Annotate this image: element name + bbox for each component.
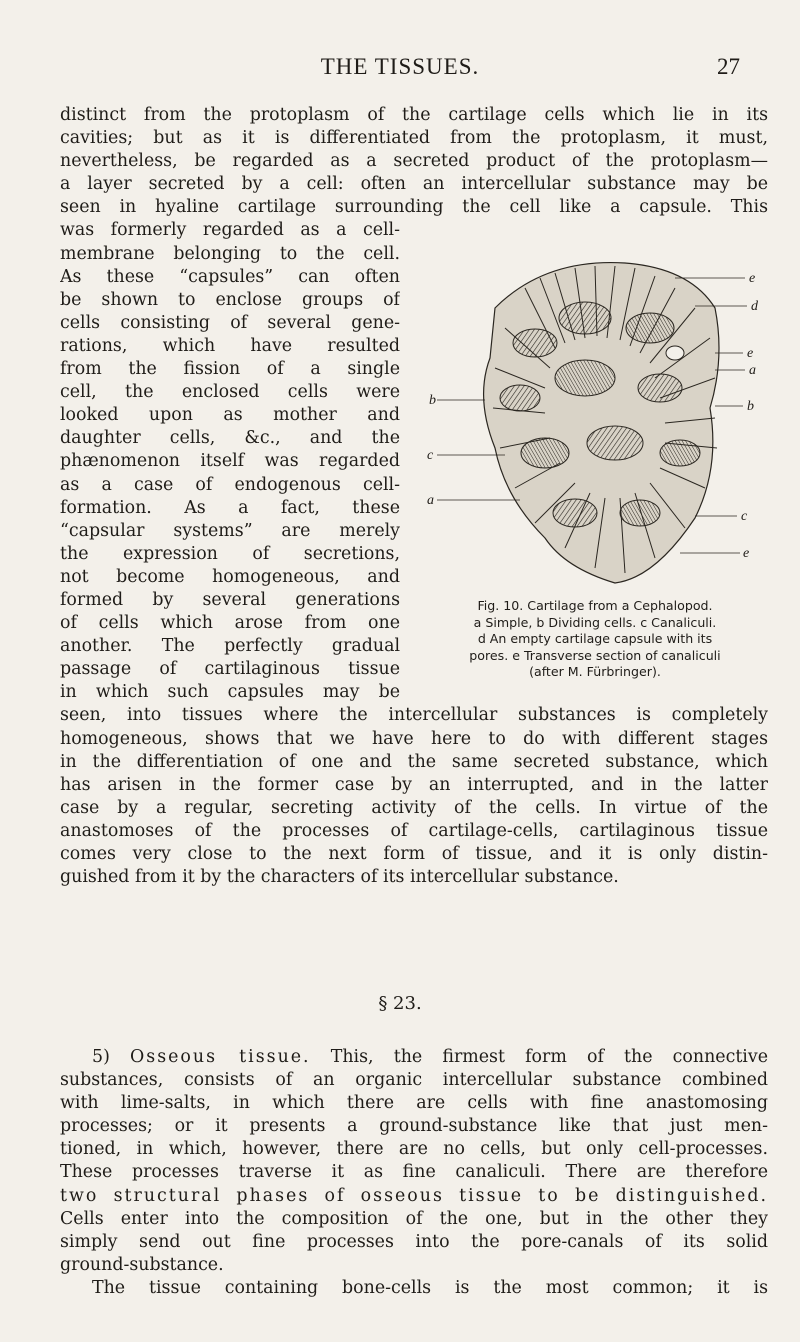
page-header [0,50,800,80]
label-b-left: b [429,393,436,408]
paragraph-osseous [60,1046,768,1300]
lead-term: Osseous tissue. [130,1047,311,1067]
text-line: was formerly regarded as a cell- [60,220,400,241]
text-line: formed by several generations [60,589,400,610]
caption-line: d An empty cartilage capsule with its [477,631,713,646]
text-line: from the fission of a single [60,359,400,380]
text-line: cell, the enclosed cells were [60,382,400,403]
text-line: membrane belonging to the cell. [60,243,400,264]
label-e-top: e [749,271,756,286]
text-line: of cells which arose from one [60,613,400,634]
text-line: cells consisting of several gene- [60,312,400,333]
text-line: Cells enter into the composition of the one, but in the other they [60,1208,768,1229]
text-line: homogeneous, shows that we have here to do with different stages [60,728,768,749]
text-line: nevertheless, be regarded as a secreted product of the protoplasm— [60,151,768,172]
label-c-left: c [427,448,434,463]
caption-line: Fig. 10. Cartilage from a Cephalopod. [477,598,713,613]
text-line: As these “capsules” can often [60,266,400,287]
text-line [60,1046,768,1069]
text-line: daughter cells, &c., and the [60,428,400,449]
text-line: two structural phases of osseous tissue to be distinguished. [60,1185,768,1206]
label-b-right: b [747,399,754,414]
figure-caption [420,598,770,681]
text-line: in which such capsules may be [60,682,400,703]
caption-line: pores. e Transverse section of canaliculi [469,647,721,663]
label-d: d [751,299,758,314]
lead-number: 5) [92,1047,110,1067]
text-line: be shown to enclose groups of [60,289,400,310]
wrapped-column [60,219,400,704]
label-a-left: a [427,493,434,508]
text-line: These processes traverse it as fine canaliculi. There are therefore [60,1162,768,1183]
text-line: simply send out fine processes into the pore-canals of its solid [60,1231,768,1252]
text-line: “capsular systems” are merely [60,520,400,541]
text-line: comes very close to the next form of tissue, and it is only distin- [60,844,768,864]
text-line: formation. As a fact, these [60,497,400,518]
text-line: rations, which have resulted [60,335,400,356]
lead-rest: This, the firmest form of the connective [330,1047,768,1067]
text-line: guished from it by the characters of its intercellular substance. [60,867,619,888]
text-line: The tissue containing bone-cells is the most common; it is [92,1277,768,1298]
text-line: not become homogeneous, and [60,566,400,587]
text-line: anastomoses of the processes of cartilage-cells, cartilaginous tissue [60,820,768,841]
running-title: THE TISSUES. [320,54,480,79]
text-line: phænomenon itself was regarded [60,451,400,472]
cartilage-illustration [425,248,775,588]
caption-line: a Simple, b Dividing cells. c Canaliculi. [473,614,717,630]
page-number: 27 [717,54,740,79]
label-c-right: c [741,509,748,524]
text-line: tioned, in which, however, there are no cells, but only cell-processes. [60,1139,768,1160]
label-a-right: a [749,363,756,378]
text-line: cavities; but as it is differentiated from the protoplasm, it must, [60,128,768,149]
text-line: with lime-salts, in which there are cells with fine anastomosing [60,1093,768,1114]
section-heading: § 23. [378,993,422,1014]
text-line: substances, consists of an organic intercellular substance combined [60,1070,768,1091]
text-line: case by a regular, secreting activity of the cells. In virtue of the [60,797,768,818]
label-e-bottom: e [743,546,750,561]
text-line: distinct from the protoplasm of the cartilage cells which lie in its [60,105,768,125]
text-line: has arisen in the former case by an interrupted, and in the latter [60,774,768,795]
text-line: processes; or it presents a ground-substance like that just men- [60,1116,768,1137]
label-e-right: e [747,346,754,361]
text-line: as a case of endogenous cell- [60,474,400,495]
text-line: looked upon as mother and [60,405,400,426]
caption-line: (after M. Fürbringer). [529,664,661,679]
text-line: in the differentiation of one and the same secreted substance, which [60,751,768,772]
text-line: ground-substance. [60,1254,224,1275]
text-line: a layer secreted by a cell: often an intercellular substance may be [60,174,768,195]
text-line: passage of cartilaginous tissue [60,659,400,680]
text-line: the expression of secretions, [60,543,400,564]
text-line: another. The perfectly gradual [60,636,400,657]
text-line: seen in hyaline cartilage surrounding the cell like a capsule. This [60,197,768,218]
cartilage-figure [425,248,775,588]
text-line: seen, into tissues where the intercellular substances is completely [60,705,768,726]
